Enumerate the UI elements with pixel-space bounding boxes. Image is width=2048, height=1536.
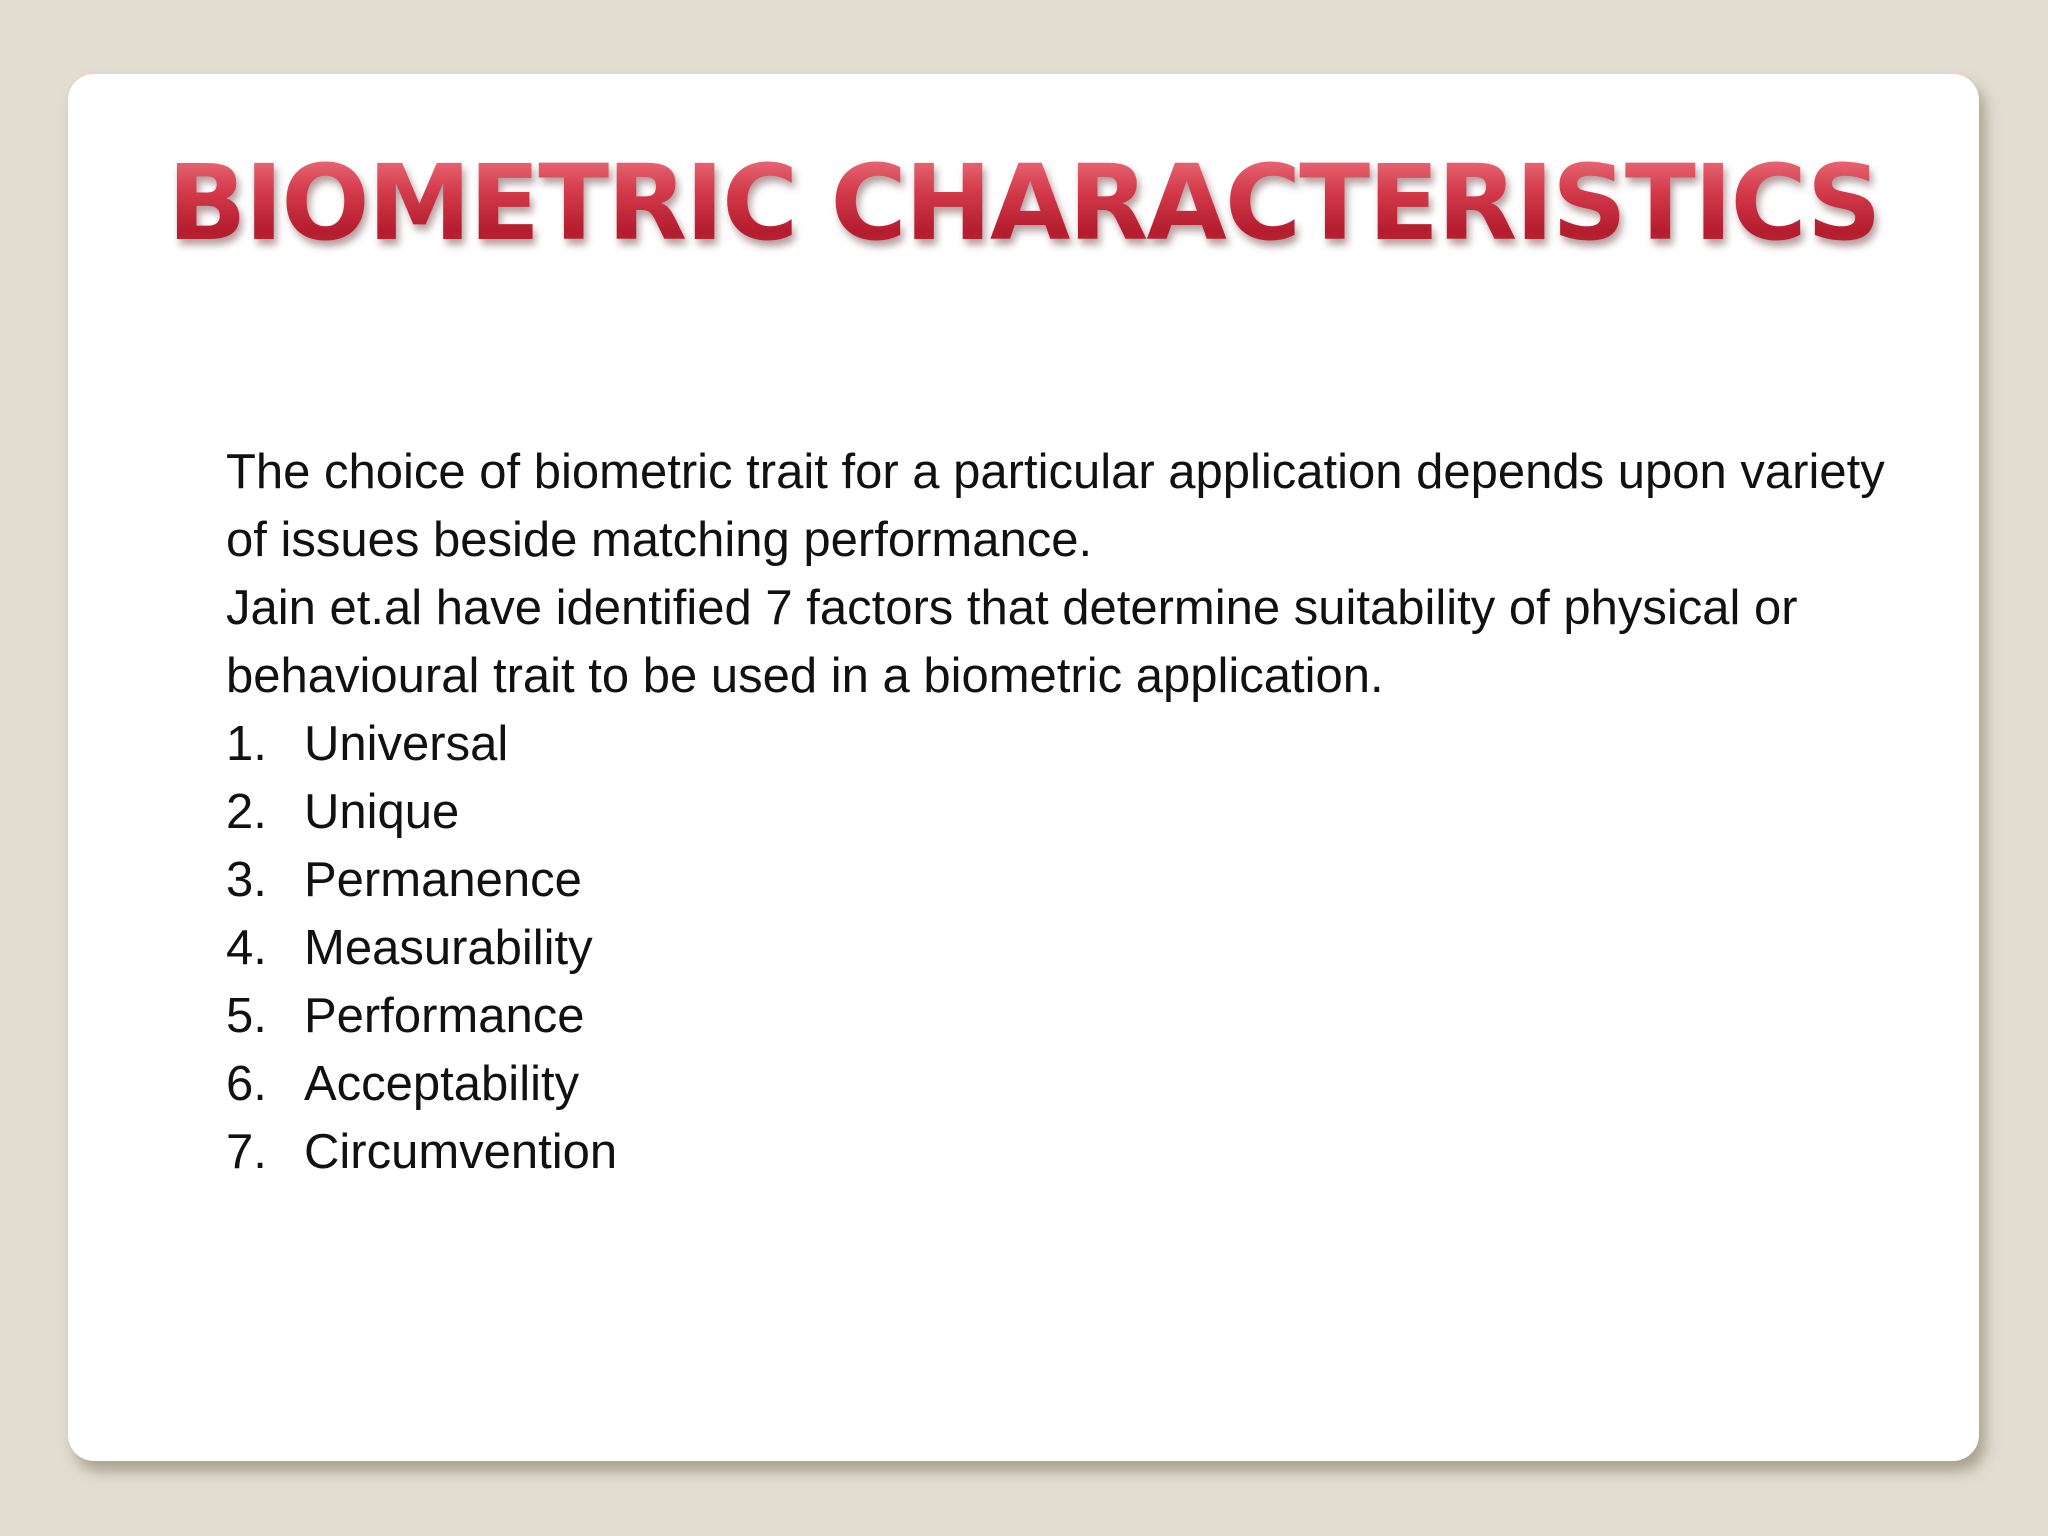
list-item-label: Permanence — [304, 853, 582, 907]
slide-card — [68, 74, 1979, 1461]
list-item-number: 7. — [226, 1125, 267, 1179]
list-item — [226, 1050, 1906, 1118]
factor-list — [226, 710, 1906, 1186]
intro-paragraph: The choice of biometric trait for a particular application depends upon variety of issues beside matching performance. — [226, 445, 1885, 567]
list-item-label: Acceptability — [304, 1057, 580, 1111]
list-item-label: Universal — [304, 717, 509, 771]
list-item-number: 3. — [226, 853, 267, 907]
list-item — [226, 1118, 1906, 1186]
list-item-number: 6. — [226, 1057, 267, 1111]
list-item-label: Unique — [304, 785, 460, 839]
list-item-number: 5. — [226, 989, 267, 1043]
list-item — [226, 982, 1906, 1050]
list-item-number: 2. — [226, 785, 267, 839]
list-item — [226, 914, 1906, 982]
list-item — [226, 710, 1906, 778]
slide-title: BIOMETRIC CHARACTERISTICS — [68, 146, 1979, 260]
list-item-number: 4. — [226, 921, 267, 975]
list-item-number: 1. — [226, 717, 267, 771]
list-item-label: Circumvention — [304, 1125, 618, 1179]
list-item-label: Measurability — [304, 921, 593, 975]
list-item — [226, 846, 1906, 914]
factors-paragraph: Jain et.al have identified 7 factors that determine suitability of physical or behavioural trait to be used in a biometric application. — [226, 581, 1798, 703]
list-item-label: Performance — [304, 989, 585, 1043]
list-item — [226, 778, 1906, 846]
slide-body — [226, 438, 1906, 1186]
